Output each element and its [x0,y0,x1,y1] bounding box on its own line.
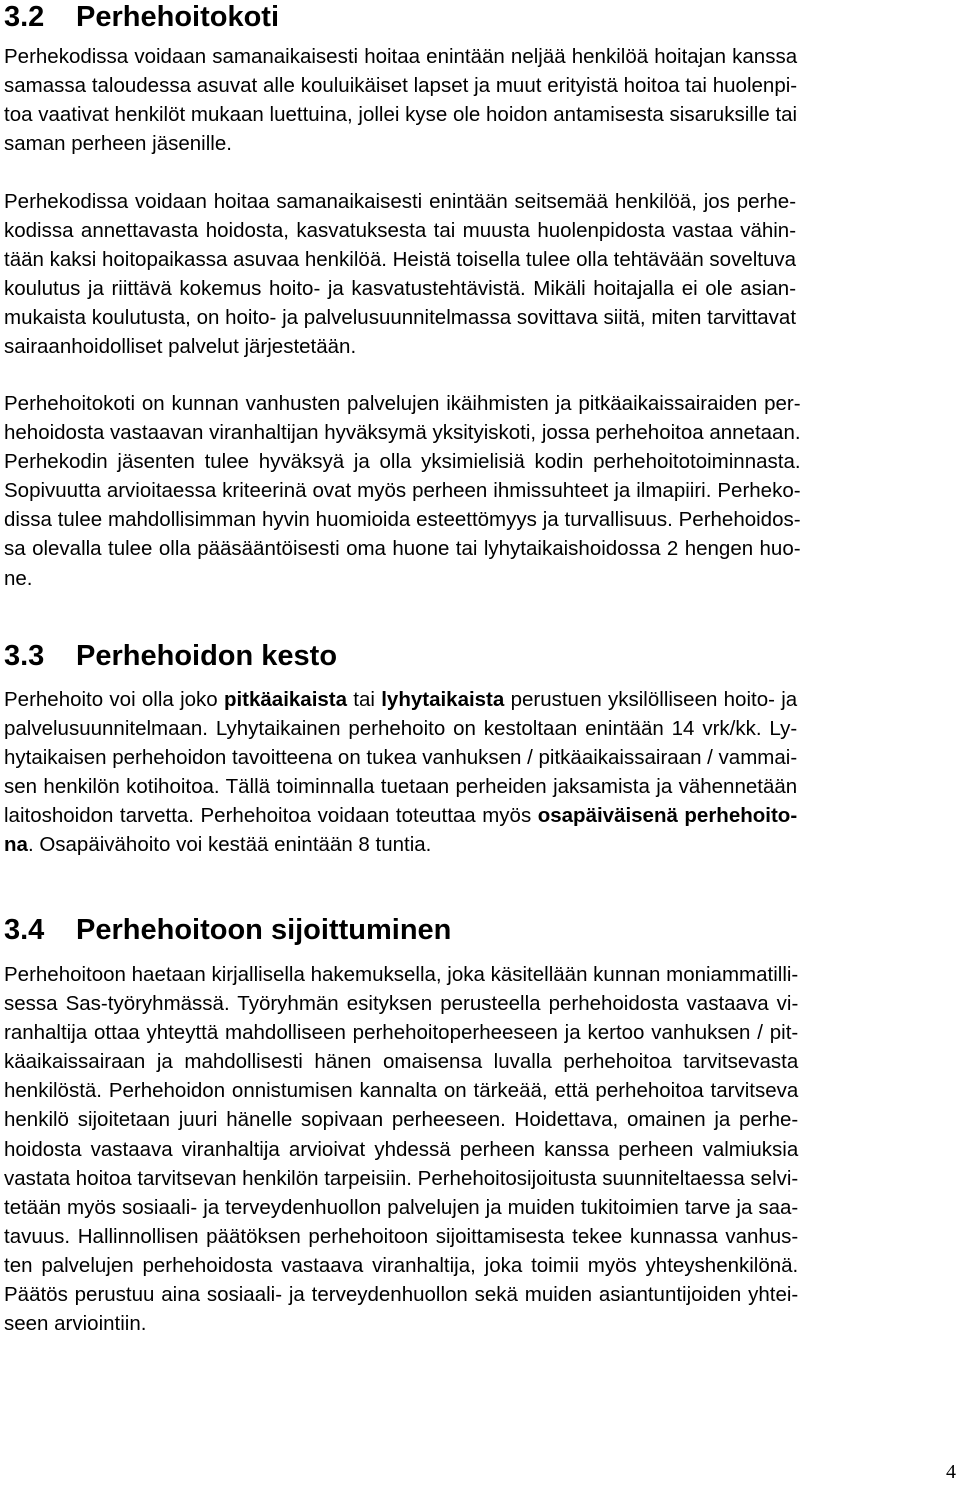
text-run: laitoshoidon tarvetta. Perhehoitoa voidaan toteuttaa myös [4,804,538,828]
text-line: sen henkilön kotihoitoa. Tällä toiminnalla tuetaan perheiden jaksamista ja vähennetään [4,775,798,799]
paragraph [4,960,798,1338]
text-line: sessa Sas-työryhmässä. Työryhmän esityksen perusteella perhehoidosta vastaava vi- [4,992,799,1016]
section-heading-3-2 [4,0,279,34]
text-line: hytaikaisen perhehoidon tavoitteena on tukea vanhuksen / pitkäaikaissairaan / vammai- [4,746,798,770]
text-line: koulutus ja riittävä kokemus hoito- ja kasvatustehtävistä. Mikäli hoitajalla ei ole asian- [4,277,797,301]
text-line: tavuus. Hallinnollisen päätöksen perhehoitoon sijoittamisesta tekee kunnassa vanhus- [4,1224,799,1248]
text-run: Perhehoito voi olla joko [4,688,224,711]
section-number: 3.4 [4,914,45,946]
bold-term: na [4,833,28,857]
text-run: tai [347,688,382,711]
section-title: Perhehoidon kesto [76,640,338,672]
text-line: Perhekodin jäsenten tulee hyväksyä ja olla yksimielisiä kodin perhehoitotoiminnasta. [4,450,801,474]
paragraph [4,187,796,362]
paragraph [4,685,797,860]
text-line: sairaanhoidolliset palvelut järjestetään. [4,335,357,359]
text-line [4,801,797,830]
text-line: dissa tulee mahdollisimman hyvin huomioida esteettömyys ja turvallisuus. Perhehoidos- [4,508,801,532]
section-title: Perhehoitoon sijoittuminen [76,914,452,946]
text-line: Sopivuutta arvioitaessa kriteerinä ovat myös perheen ihmissuhteet ja ilmapiiri. Perheko- [4,479,801,503]
text-run: perustuen yksilölliseen hoito- ja [504,688,798,711]
text-line: henkilö sijoitetaan juuri hänelle sopivaan perheeseen. Hoidettava, omainen ja perhe- [4,1108,799,1132]
text-line: samassa taloudessa asuvat alle kouluikäiset lapset ja muut erityistä hoitoa tai huolenpi- [4,74,798,98]
text-line: hoidosta vastaava viranhaltija arvioivat yhdessä perheen kanssa perheen valmiuksia [4,1137,799,1161]
section-heading-3-4 [4,913,451,947]
text-line [4,830,797,859]
paragraph [4,42,797,158]
text-line: saman perheen jäsenille. [4,132,232,156]
text-run: . Osapäivähoito voi kestää enintään 8 tuntia. [27,833,432,857]
text-line: tetään myös sosiaali- ja terveydenhuollon palvelujen ja muiden tukitoimien tarve ja saa- [4,1195,799,1219]
section-heading-3-3 [4,639,337,673]
paragraph [4,389,801,593]
text-line: ne. [4,566,33,590]
section-title: Perhehoitokoti [76,1,280,33]
text-line: palvelusuunnitelmaan. Lyhytaikainen perhehoito on kestoltaan enintään 14 vrk/kk. Ly- [4,717,798,741]
section-number: 3.2 [4,1,45,33]
text-line: tään kaksi hoitopaikassa asuvaa henkilöä. Heistä toisella tulee olla tehtävään soveltuva [4,248,797,272]
text-line: Perhehoitoon haetaan kirjallisella hakemuksella, joka käsitellään kunnan moniammatilli- [4,963,799,986]
text-line: Perhekodissa voidaan samanaikaisesti hoitaa enintään neljää henkilöä hoitajan kanssa [4,45,798,68]
text-line: ranhaltija ottaa yhteyttä mahdolliseen perhehoitoperheeseen ja kertoo vanhuksen / pit- [4,1021,799,1045]
text-line: kodissa annettavasta hoidosta, kasvatuksesta tai muusta huolenpidosta vastaa vähin- [4,219,797,243]
page-number: 4 [946,1461,956,1483]
text-line: ten palvelujen perhehoidosta vastaava viranhaltija, joka toimii myös yhteyshenkilönä. [4,1253,799,1277]
bold-term: osapäiväisenä perhehoito- [537,804,798,828]
text-line: toa vaativat henkilöt mukaan luettuina, jollei kyse ole hoidon antamisesta sisaruksille tai [4,103,798,127]
text-line: sa olevalla tulee olla pääsääntöisesti oma huone tai lyhytaikaishoidossa 2 hengen huo- [4,537,801,561]
text-line: hehoidosta vastaavan viranhaltijan hyväksymä yksityiskoti, jossa perhehoitoa annetaan. [4,421,801,445]
text-line: Päätös perustuu aina sosiaali- ja terveydenhuollon sekä muiden asiantuntijoiden yhtei- [4,1283,799,1307]
text-line: seen arviointiin. [4,1312,147,1336]
text-line: Perhekodissa voidaan hoitaa samanaikaisesti enintään seitsemää henkilöä, jos perhe- [4,190,797,213]
text-line: mukaista koulutusta, on hoito- ja palvelusuunnitelmassa sovittava siitä, miten tarvittavat [4,306,797,330]
section-number: 3.3 [4,640,45,672]
text-line: käaikaissairaan ja mahdollisesti hänen omaisensa luvalla perhehoitoa tarvitsevasta [4,1050,799,1074]
text-line: vastata hoitoa tarvitsevan henkilön tarpeisiin. Perhehoitosijoitusta suunniteltaessa selvi- [4,1166,799,1190]
bold-term: lyhytaikaista [381,688,505,711]
text-line: Perhehoitokoti on kunnan vanhusten palvelujen ikäihmisten ja pitkäaikaissairaiden per- [4,392,801,415]
text-line: henkilöstä. Perhehoidon onnistumisen kannalta on tärkeää, että perhehoitoa tarvitseva [4,1079,799,1103]
bold-term: pitkäaikaista [223,688,348,711]
text-line [4,685,797,714]
